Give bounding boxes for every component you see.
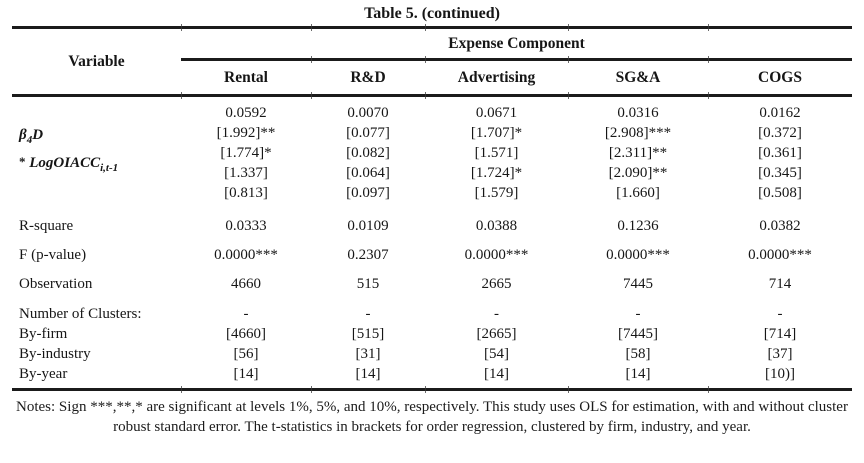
tstat-cell: [2.311]**: [608, 145, 668, 161]
column-header-sga: SG&A: [615, 68, 661, 86]
stat-cell: 515: [356, 276, 380, 292]
column-tick: [181, 386, 182, 393]
stat-cell: 0.0333: [225, 218, 267, 234]
cluster-cell: [14]: [484, 365, 509, 382]
cluster-cell: [14]: [233, 365, 259, 382]
cluster-cell: [4660]: [226, 325, 266, 342]
cluster-cell: -: [777, 305, 783, 322]
regression-table: [12, 26, 852, 391]
tstat-cell: [0.082]: [346, 145, 390, 161]
table-row-by-year: [12, 364, 852, 384]
row-label: By-industry: [19, 345, 91, 362]
stat-cell: 0.0000***: [606, 247, 670, 263]
cluster-cell: [58]: [625, 345, 651, 362]
row-label: Observation: [19, 276, 93, 292]
cluster-cell: [14]: [625, 365, 651, 382]
cluster-cell: [10)]: [765, 365, 795, 382]
row-label: Number of Clusters:: [19, 305, 142, 322]
table-row-by-industry: [12, 344, 852, 364]
column-header-cogs: COGS: [758, 68, 802, 86]
column-tick: [425, 386, 426, 393]
stat-cell: 0.0382: [759, 218, 801, 234]
beta-symbol: β: [19, 127, 27, 143]
tstat-cell: [1.992]**: [216, 125, 276, 141]
beta-tail: D: [32, 127, 44, 143]
column-tick: [708, 92, 709, 99]
column-tick: [708, 386, 709, 393]
stats-block: [12, 212, 852, 299]
tstat-cell: [0.077]: [346, 125, 390, 141]
column-header-advertising: Advertising: [457, 68, 536, 86]
column-tick: [181, 92, 182, 99]
cluster-cell: [56]: [233, 345, 259, 362]
tstat-cell: [0.361]: [758, 145, 802, 161]
cluster-cell: [2665]: [476, 325, 517, 342]
tstat-cell: [1.774]*: [220, 145, 272, 161]
column-tick: [311, 92, 312, 99]
cluster-cell: [31]: [355, 345, 381, 362]
cluster-cell: [7445]: [618, 325, 658, 342]
stat-cell: 4660: [231, 276, 261, 292]
expense-header-group: [181, 29, 852, 94]
stat-cell: 0.0000***: [748, 247, 812, 263]
column-tick: [568, 92, 569, 99]
tstat-cell: [1.707]*: [470, 125, 523, 141]
tstat-cell: [1.571]: [474, 145, 519, 161]
table-title: Table 5. (continued): [364, 5, 500, 22]
column-header-rental: Rental: [224, 68, 268, 86]
column-tick: [568, 386, 569, 393]
tstat-cell: [0.813]: [224, 185, 268, 201]
coef-cell: 0.0671: [475, 105, 518, 121]
tstat-cell: [0.064]: [346, 165, 390, 181]
stat-cell: 714: [768, 276, 792, 292]
column-tick: [425, 92, 426, 99]
table-row-fpvalue: [12, 241, 852, 270]
tstat-cell: [1.660]: [616, 185, 660, 201]
cluster-cell: -: [635, 305, 641, 322]
cluster-cell: [37]: [767, 345, 793, 362]
tstat-cell: [0.345]: [758, 165, 802, 181]
column-tick: [311, 386, 312, 393]
coef-cell: 0.0162: [759, 105, 801, 121]
stat-cell: 0.0388: [475, 218, 518, 234]
tstat-cell: [1.337]: [224, 165, 268, 181]
stat-cell: 0.0000***: [214, 247, 278, 263]
logoiacc-term: LogOIACC: [29, 155, 101, 171]
column-tick: [708, 56, 709, 63]
tstat-cell: [0.372]: [758, 125, 802, 141]
coefficient-block: [12, 97, 852, 203]
stat-cell: 0.1236: [617, 218, 659, 234]
table-notes: Notes: Sign ***,**,* are significant at levels 1%, 5%, and 10%, respectively. This study uses OLS for estimation, with and without cluster robust standard error. The t-statistics in brackets for order regression, clustered by firm, industry, and year.: [16, 399, 848, 435]
header-rule: [12, 94, 852, 97]
cluster-cell: -: [494, 305, 499, 322]
stat-cell: 0.2307: [347, 247, 389, 263]
logoiacc-subscript: i,t-1: [100, 162, 119, 174]
tstat-cell: [1.579]: [474, 185, 519, 201]
bottom-rule: [12, 388, 852, 391]
tstat-cell: [0.508]: [758, 185, 802, 201]
stat-cell: 2665: [481, 276, 512, 292]
cluster-cell: [54]: [484, 345, 509, 362]
coef-cell: 0.0592: [225, 105, 267, 121]
coefficient-values-grid: [181, 103, 852, 203]
column-tick: [568, 56, 569, 63]
stat-cell: 0.0109: [347, 218, 389, 234]
table-header: [12, 29, 852, 94]
table-row-number-of-clusters: [12, 304, 852, 324]
row-label: R-square: [19, 218, 74, 234]
group-header-cell: [181, 29, 852, 61]
coef-cell: 0.0316: [617, 105, 659, 121]
stat-cell: 0.0000***: [464, 247, 529, 263]
column-header-rd: R&D: [350, 68, 386, 86]
cluster-cell: [714]: [763, 325, 797, 342]
coef-cell: 0.0070: [347, 105, 389, 121]
row-label: F (p-value): [19, 247, 87, 263]
beta-subscript: 4: [26, 134, 33, 146]
table-row-rsquare: [12, 212, 852, 241]
tstat-cell: [2.090]**: [608, 165, 668, 181]
column-headers-row: [181, 61, 852, 94]
cluster-cell: -: [243, 305, 249, 322]
tstat-cell: [2.908]***: [604, 125, 672, 141]
tstat-cell: [0.097]: [346, 185, 390, 201]
group-header-label: Expense Component: [448, 34, 585, 52]
cluster-cell: -: [365, 305, 371, 322]
cluster-cell: [14]: [355, 365, 381, 382]
row-label: By-year: [19, 365, 68, 382]
clusters-block: [12, 304, 852, 388]
interaction-star: *: [19, 154, 26, 169]
column-tick: [425, 56, 426, 63]
cluster-cell: [515]: [351, 325, 385, 342]
tstat-cell: [1.724]*: [470, 165, 523, 181]
column-tick: [311, 56, 312, 63]
table-row-observation: [12, 270, 852, 299]
variable-header-cell: Variable: [68, 52, 125, 70]
stat-cell: 7445: [623, 276, 653, 292]
row-label: By-firm: [19, 325, 68, 342]
coefficient-variable-label: [12, 103, 181, 203]
table-row-by-firm: [12, 324, 852, 344]
